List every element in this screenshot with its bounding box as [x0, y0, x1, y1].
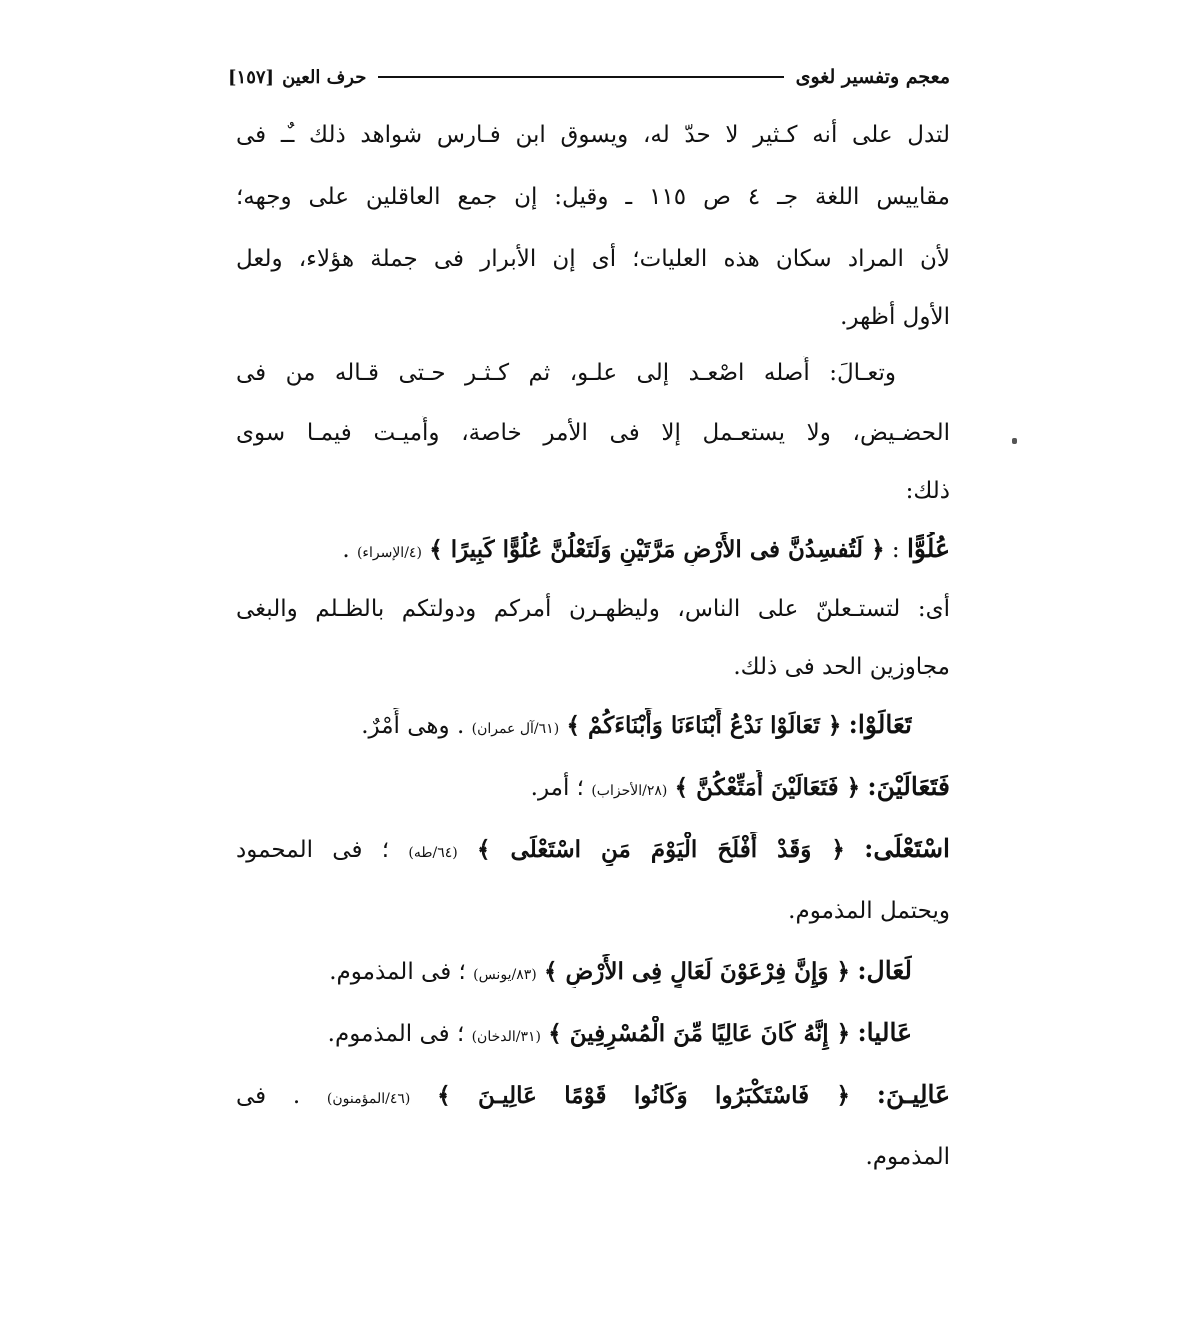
text-line: الأول أظهر. — [840, 304, 950, 330]
verse-reference: (٢٨/الأحزاب) — [591, 783, 668, 799]
header-rule — [378, 76, 783, 78]
entry-taalaw — [236, 708, 912, 742]
text-line: وتعـالَ: أَصله اصْعـد إلى علـو، ثم كـثـر حـتى قـاله من فى — [236, 360, 896, 386]
quran-verse: ﴿ لَتُفسِدُنَّ فى الأَرْضِ مَرَّتَيْنِ وَلَتَعْلُنَّ عُلُوًّا كَبِيرًا ﴾ — [429, 536, 885, 563]
text-line: المذموم. — [865, 1144, 950, 1170]
text-line: أى: لتستـعلنّ على الناس، وليظهـرن أمركم ودولتكم بالظـلم والبغى — [236, 596, 950, 622]
verse-reference: (٤/الإسراء) — [356, 545, 422, 561]
entry-tail: ؛ فى المذموم. — [329, 959, 466, 985]
entry-term: عَالِيـنَ: — [876, 1080, 950, 1109]
verse-reference: (٤٦/المؤمنون) — [326, 1091, 411, 1107]
scan-speck — [1012, 438, 1017, 444]
entry-term: عُلُوًّا — [906, 534, 950, 563]
entry-tail: ؛ فى المذموم. — [327, 1021, 465, 1047]
verse-reference: (٨٣/يونس) — [473, 967, 537, 983]
entry-uluwwan: عُلُوًّا : ﴿ لَتُفسِدُنَّ فى الأَرْضِ مَرَّتَيْنِ وَلَتَعْلُنَّ عُلُوًّا كَبِيرًا ﴾ (٤/الإسراء) . — [342, 534, 950, 563]
text-line: مقاييس اللغة جـ ٤ ص ١١٥ ـ وقيل: إن جمع العاقلين على وجهه؛ — [236, 184, 950, 210]
book-title: معجم وتفسير لغوى — [795, 66, 950, 88]
text-line: لتدل على أنه كـثير لا حدّ له، ويسوق ابن فـارس شواهد ذلك ـٌـ فى — [236, 122, 950, 148]
entry-tail: ؛ فى المحمود — [236, 837, 390, 863]
quran-verse: ﴿ فَاسْتَكْبَرُوا وَكَانُوا قَوْمًا عَالِيـنَ ﴾ — [437, 1082, 850, 1109]
entry-term: عَاليا: — [857, 1018, 912, 1047]
entry-tail: . وهى أَمْرٌ. — [361, 713, 465, 739]
text-line: ويحتمل المذموم. — [788, 898, 950, 924]
entry-aaliyan — [236, 1016, 912, 1050]
entry-term: فَتَعَالَيْنَ: — [867, 772, 950, 801]
entry-laalin — [236, 954, 912, 988]
entry-tail: . — [342, 537, 350, 563]
section-title: حرف العين — [282, 66, 367, 88]
text-line: لأن المراد سكان هذه العليات؛ أى إن الأبرار فى جملة هؤلاء، ولعل — [236, 246, 950, 272]
quran-verse: ﴿ إِنَّهُ كَانَ عَالِيًا مِّنَ الْمُسْرِفِينَ ﴾ — [548, 1020, 851, 1047]
quran-verse: ﴿ تَعَالَوْا نَدْعُ أَبْنَاءَنَا وَأَبْنَاءَكُمْ ﴾ — [566, 712, 842, 739]
entry-term: اسْتَعْلَى: — [864, 834, 950, 863]
entry-tail: . فى — [236, 1083, 301, 1109]
entry-fataalayna — [236, 770, 950, 804]
verse-reference: (٣١/الدخان) — [471, 1029, 541, 1045]
entry-aalina — [236, 1078, 950, 1112]
page-number: [١٥٧] — [228, 66, 275, 88]
quran-verse: ﴿ فَتَعَالَيْنَ أُمَتِّعْكُنَّ ﴾ — [674, 774, 861, 801]
verse-reference: (٦١/آل عمران) — [471, 721, 560, 737]
entry-term: لَعَال: — [857, 956, 912, 985]
running-header — [228, 62, 950, 92]
text-line: ذلك: — [905, 478, 950, 504]
entry-term: تَعَالَوْا: — [848, 710, 912, 739]
quran-verse: ﴿ وَقَدْ أَفْلَحَ الْيَوْمَ مَنِ اسْتَعْلَى ﴾ — [477, 836, 845, 863]
verse-reference: (٦٤/طه) — [408, 845, 458, 861]
text-line: الحضـيض، ولا يستعـمل إلا فى الأمر خاصة، وأُميـت فيمـا سوى — [236, 420, 950, 446]
quran-verse: ﴿ وَإِنَّ فِرْعَوْنَ لَعَالٍ فِى الأَرْضِ ﴾ — [544, 958, 850, 985]
entry-istala — [236, 832, 950, 866]
text-line: مجاوزين الحد فى ذلك. — [733, 654, 950, 680]
entry-tail: ؛ أمر. — [530, 775, 584, 801]
